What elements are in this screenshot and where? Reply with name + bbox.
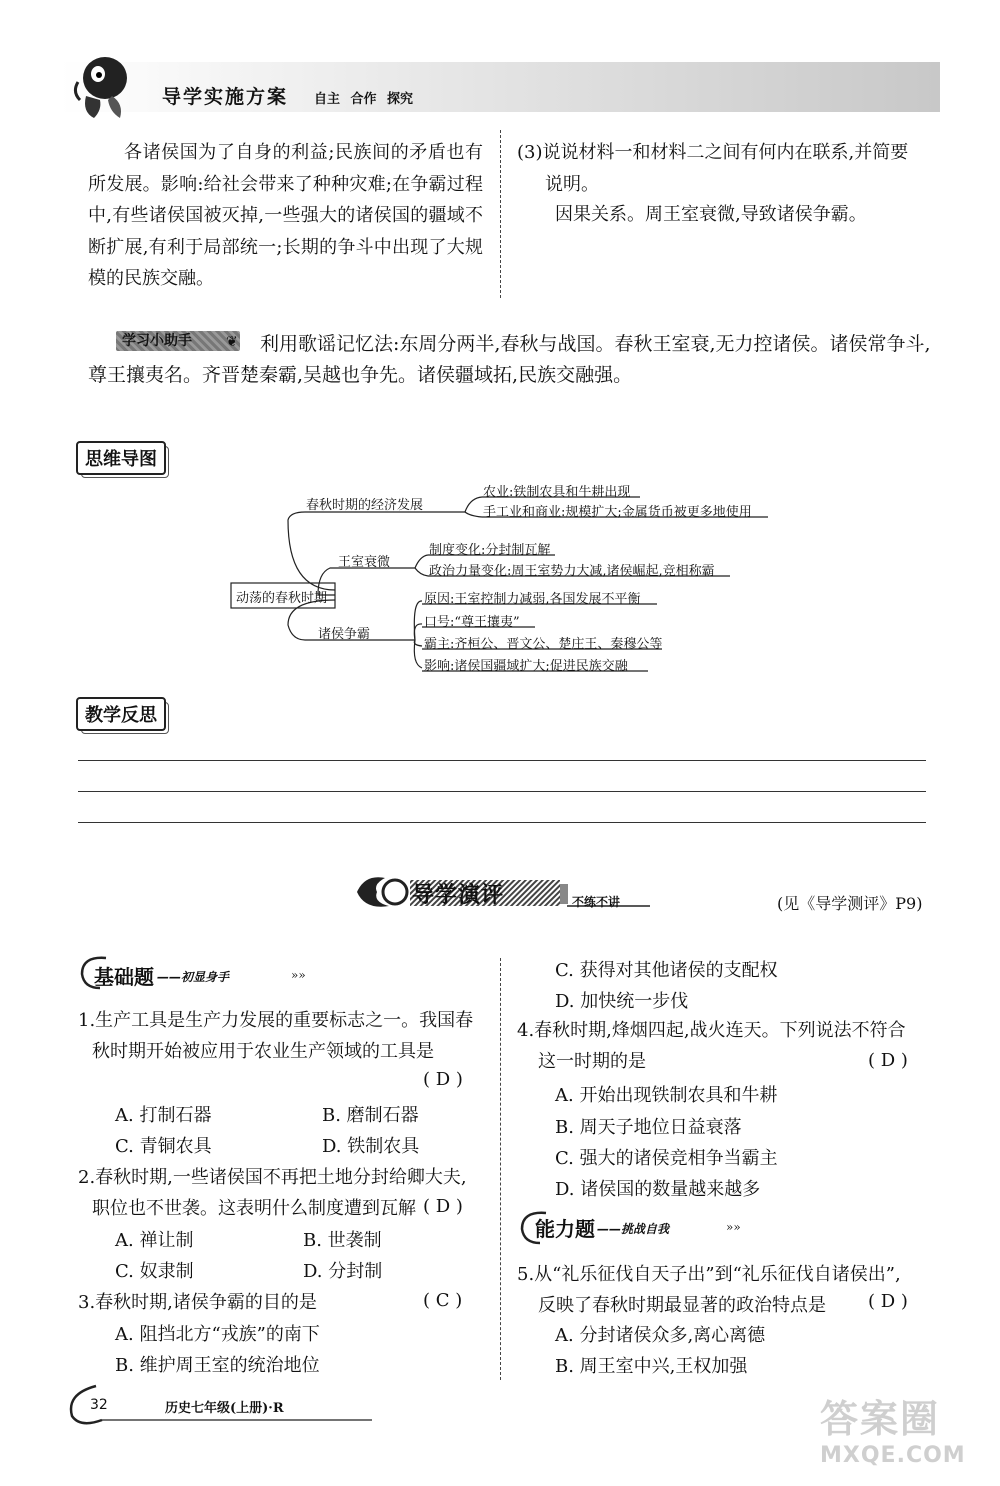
q3-option-a: A. 阻挡北方“戎族”的南下: [115, 1324, 320, 1345]
watermark-line1: 答案圈: [820, 1397, 941, 1441]
practice-band-label: 导学演评: [412, 883, 505, 908]
q1-option-a: A. 打制石器: [115, 1105, 212, 1126]
mindmap-leaf: 影响:诸侯国疆域扩大;促进民族交融: [424, 659, 628, 674]
basic-section-subtitle: ——初显身手: [157, 970, 230, 984]
helper-label: 学习小助手: [116, 331, 240, 351]
q2-option-c: C. 奴隶制: [115, 1261, 194, 1282]
ability-section-subtitle: ——挑战自我: [597, 1222, 670, 1236]
double-arrow-icon: »»: [726, 1220, 741, 1234]
mindmap-leaf: 霸主:齐桓公、晋文公、楚庄王、秦穆公等: [424, 637, 663, 652]
question-3-line2: 说明。: [545, 173, 599, 195]
q2-stem-line2: 职位也不世袭。这表明什么制度遭到瓦解: [92, 1198, 416, 1219]
q5-stem-line1: 5.从“礼乐征伐自天子出”到“礼乐征伐自诸侯出”,: [517, 1264, 901, 1285]
mindmap-leaf: 口号:“尊王攘夷”: [424, 615, 520, 630]
helper-text: 利用歌谣记忆法:东周分两半,春秋与战国。春秋王室衰,无力控诸侯。诸侯常争斗,尊王攘夷名。齐晋楚秦霸,吴越也争先。诸侯疆域拓,民族交融强。: [88, 333, 931, 386]
q1-stem-line1: 1.生产工具是生产力发展的重要标志之一。我国春: [78, 1010, 474, 1031]
q3-option-b: B. 维护周王室的统治地位: [115, 1355, 320, 1376]
leaf-icon: ❦: [226, 334, 238, 350]
footer-page-number: 32: [90, 1397, 108, 1413]
mindmap-leaf: 制度变化:分封制瓦解: [429, 543, 551, 558]
practice-band-sub: 不练不讲: [572, 895, 621, 909]
q1-option-b: B. 磨制石器: [322, 1105, 419, 1126]
double-arrow-icon: »»: [291, 968, 306, 982]
q4-option-d: D. 诸侯国的数量越来越多: [555, 1179, 761, 1200]
q1-stem-line2: 秋时期开始被应用于农业生产领域的工具是: [92, 1041, 434, 1062]
q2-stem-line1: 2.春秋时期,一些诸侯国不再把土地分封给卿大夫,: [78, 1167, 467, 1188]
q4-option-b: B. 周天子地位日益衰落: [555, 1117, 742, 1138]
mindmap-leaf: 政治力量变化:周王室势力大减,诸侯崛起,竞相称霸: [429, 564, 715, 579]
watermark: [820, 1388, 970, 1478]
mindmap-branch-economy: 春秋时期的经济发展: [306, 498, 424, 513]
q1-option-d: D. 铁制农具: [322, 1136, 420, 1157]
watermark-line2: MXQE.COM: [820, 1443, 966, 1468]
q2-option-d: D. 分封制: [303, 1261, 383, 1282]
footer-book-title: 历史七年级(上册)·R: [165, 1401, 284, 1416]
mindmap-leaf: 农业:铁制农具和牛耕出现: [483, 485, 631, 500]
q3-option-c: C. 获得对其他诸侯的支配权: [555, 960, 778, 981]
q2-option-b: B. 世袭制: [303, 1230, 382, 1251]
reflection-line: [78, 822, 926, 823]
mindmap-leaf: 原因:王室控制力减弱,各国发展不平衡: [424, 592, 641, 607]
reflection-line: [78, 760, 926, 761]
q5-answer: ( D ): [868, 1291, 908, 1312]
header-title: 导学实施方案: [162, 86, 289, 108]
q3-option-d: D. 加快统一步伐: [555, 991, 689, 1012]
ability-section-title: 能力题: [535, 1217, 595, 1241]
q1-answer: ( D ): [423, 1069, 463, 1090]
q4-option-a: A. 开始出现铁制农具和牛耕: [555, 1085, 778, 1106]
q4-option-c: C. 强大的诸侯竞相争当霸主: [555, 1148, 778, 1169]
left-paragraph: 各诸侯国为了自身的利益;民族间的矛盾也有所发展。影响:给社会带来了种种灾难;在争霸过程中,有些诸侯国被灭掉,一些强大的诸侯国的疆域不断扩展,有利于局部统一;长期的争斗中出现了大规模的民族交融。: [88, 142, 483, 289]
reflection-line: [78, 791, 926, 792]
q4-answer: ( D ): [868, 1050, 908, 1071]
question-3-line1: (3)说说材料一和材料二之间有何内在联系,并简要: [517, 142, 909, 163]
mindmap-branch-hegemony: 诸侯争霸: [318, 627, 371, 642]
basic-section-title: 基础题: [94, 965, 154, 989]
mindmap-branch-royal: 王室衰微: [338, 555, 391, 570]
mindmap-section-title: 思维导图: [76, 441, 166, 475]
q5-option-a: A. 分封诸侯众多,离心离德: [555, 1325, 766, 1346]
q5-option-b: B. 周王室中兴,王权加强: [555, 1356, 748, 1377]
question-3-answer: 因果关系。周王室衰微,导致诸侯争霸。: [555, 204, 867, 225]
mindmap-leaf: 手工业和商业:规模扩大;金属货币被更多地使用: [483, 505, 752, 520]
header-subtitle: 自主 合作 探究: [314, 92, 414, 107]
q4-stem-line1: 4.春秋时期,烽烟四起,战火连天。下列说法不符合: [517, 1020, 906, 1041]
q2-option-a: A. 禅让制: [115, 1230, 194, 1251]
reflection-section-title: 教学反思: [76, 697, 166, 731]
mindmap-root: 动荡的春秋时期: [236, 591, 328, 606]
column-divider: [500, 958, 501, 1380]
q1-option-c: C. 青铜农具: [115, 1136, 212, 1157]
q3-answer: ( C ): [423, 1290, 463, 1311]
q4-stem-line2: 这一时期的是: [538, 1051, 646, 1072]
q2-answer: ( D ): [423, 1196, 463, 1217]
q3-stem-line1: 3.春秋时期,诸侯争霸的目的是: [78, 1292, 317, 1313]
practice-reference: (见《导学测评》P9): [777, 894, 923, 913]
q5-stem-line2: 反映了春秋时期最显著的政治特点是: [538, 1295, 826, 1316]
